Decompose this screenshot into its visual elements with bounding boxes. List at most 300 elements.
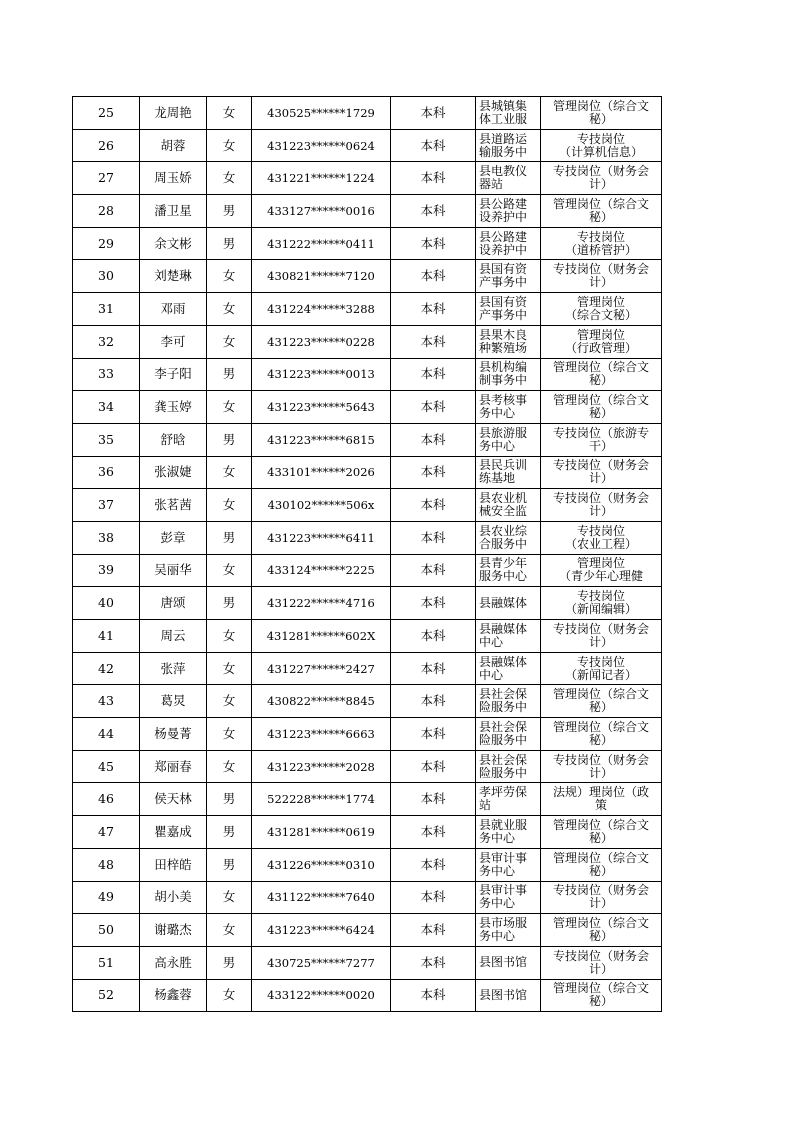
document-page xyxy=(72,96,662,1012)
table-row xyxy=(73,162,662,195)
name-cell: 彭章 xyxy=(140,521,207,554)
education-cell: 本科 xyxy=(391,260,476,293)
gender-cell: 男 xyxy=(207,521,252,554)
position-cell-line: 计） xyxy=(588,896,613,911)
gender-cell: 女 xyxy=(207,685,252,718)
unit-cell xyxy=(476,652,541,685)
position-cell-line: 秘） xyxy=(588,863,613,878)
position-cell-line: 管理岗位（综合文 xyxy=(552,393,649,408)
unit-cell-line: 县城镇集 xyxy=(479,98,528,113)
position-cell xyxy=(541,652,662,685)
gender-cell: 女 xyxy=(207,325,252,358)
table-row xyxy=(73,652,662,685)
unit-cell-line: 县公路建 xyxy=(479,196,528,211)
position-cell xyxy=(541,750,662,783)
unit-cell xyxy=(476,325,541,358)
unit-cell-line: 中心 xyxy=(479,634,504,649)
gender-cell: 女 xyxy=(207,97,252,130)
table-row xyxy=(73,554,662,587)
unit-cell xyxy=(476,489,541,522)
position-cell-line: 专技岗位（旅游专 xyxy=(552,425,649,440)
position-cell-line: 秘） xyxy=(588,700,613,715)
unit-cell xyxy=(476,718,541,751)
gender-cell: 女 xyxy=(207,881,252,914)
table-row xyxy=(73,620,662,653)
unit-cell-line: 县图书馆 xyxy=(479,987,528,1002)
unit-cell-line: 县图书馆 xyxy=(479,955,528,970)
position-cell-line: 专技岗位（财务会 xyxy=(552,752,649,767)
education-cell: 本科 xyxy=(391,391,476,424)
name-cell: 龙周艳 xyxy=(140,97,207,130)
id-number-cell: 430525******1729 xyxy=(252,97,391,130)
row-number-cell: 36 xyxy=(73,456,140,489)
table-row xyxy=(73,227,662,260)
unit-cell-line: 县融媒体 xyxy=(479,621,528,636)
position-cell-line: 管理岗位（综合文 xyxy=(552,981,649,996)
unit-cell-line: 县融媒体 xyxy=(479,654,528,669)
position-cell xyxy=(541,587,662,620)
unit-cell-line: 县社会保 xyxy=(479,687,528,702)
position-cell xyxy=(541,816,662,849)
name-cell: 胡蓉 xyxy=(140,129,207,162)
position-cell-line: 秘） xyxy=(588,929,613,944)
name-cell: 郑丽春 xyxy=(140,750,207,783)
table-row xyxy=(73,783,662,816)
unit-cell-line: 县青少年 xyxy=(479,556,528,571)
table-row xyxy=(73,587,662,620)
unit-cell xyxy=(476,358,541,391)
education-cell: 本科 xyxy=(391,750,476,783)
row-number-cell: 35 xyxy=(73,423,140,456)
position-cell-line: 管理岗位（综合文 xyxy=(552,98,649,113)
name-cell: 潘卫星 xyxy=(140,195,207,228)
unit-cell-line: 县农业综 xyxy=(479,523,528,538)
position-cell xyxy=(541,227,662,260)
table-row xyxy=(73,423,662,456)
name-cell: 刘楚琳 xyxy=(140,260,207,293)
name-cell: 龚玉婷 xyxy=(140,391,207,424)
education-cell: 本科 xyxy=(391,162,476,195)
position-cell-line: 计） xyxy=(588,961,613,976)
name-cell: 葛炅 xyxy=(140,685,207,718)
education-cell: 本科 xyxy=(391,685,476,718)
education-cell: 本科 xyxy=(391,881,476,914)
position-cell xyxy=(541,914,662,947)
gender-cell: 女 xyxy=(207,456,252,489)
position-cell xyxy=(541,881,662,914)
position-cell-line: 计） xyxy=(588,275,613,290)
gender-cell: 女 xyxy=(207,260,252,293)
position-cell xyxy=(541,129,662,162)
table-row xyxy=(73,489,662,522)
row-number-cell: 39 xyxy=(73,554,140,587)
table-row xyxy=(73,521,662,554)
row-number-cell: 41 xyxy=(73,620,140,653)
unit-cell-line: 械安全监 xyxy=(479,504,528,519)
gender-cell: 女 xyxy=(207,162,252,195)
table-row xyxy=(73,129,662,162)
name-cell: 李可 xyxy=(140,325,207,358)
unit-cell-line: 县民兵训 xyxy=(479,458,528,473)
unit-cell xyxy=(476,783,541,816)
position-cell-line: 专技岗位（财务会 xyxy=(552,491,649,506)
position-cell xyxy=(541,391,662,424)
position-cell-line: 秘） xyxy=(588,111,613,126)
table-body xyxy=(73,97,662,1012)
table-row xyxy=(73,914,662,947)
name-cell: 李子阳 xyxy=(140,358,207,391)
unit-cell-line: 务中心 xyxy=(479,830,516,845)
table-row xyxy=(73,260,662,293)
row-number-cell: 26 xyxy=(73,129,140,162)
unit-cell-line: 器站 xyxy=(479,177,504,192)
position-cell-line: （综合文秘） xyxy=(564,307,637,322)
row-number-cell: 50 xyxy=(73,914,140,947)
id-number-cell: 431223******0624 xyxy=(252,129,391,162)
position-cell-line: 管理岗位（综合文 xyxy=(552,360,649,375)
unit-cell-line: 孝坪劳保 xyxy=(479,785,528,800)
table-row xyxy=(73,946,662,979)
row-number-cell: 47 xyxy=(73,816,140,849)
row-number-cell: 29 xyxy=(73,227,140,260)
unit-cell-line: 产事务中 xyxy=(479,307,528,322)
education-cell: 本科 xyxy=(391,423,476,456)
id-number-cell: 431222******4716 xyxy=(252,587,391,620)
unit-cell-line: 务中心 xyxy=(479,406,516,421)
unit-cell-line: 设养护中 xyxy=(479,209,528,224)
education-cell: 本科 xyxy=(391,914,476,947)
unit-cell xyxy=(476,195,541,228)
position-cell-line: 专技岗位 xyxy=(576,654,625,669)
position-cell-line: 专技岗位（财务会 xyxy=(552,948,649,963)
row-number-cell: 43 xyxy=(73,685,140,718)
gender-cell: 女 xyxy=(207,652,252,685)
unit-cell-line: 县国有资 xyxy=(479,262,528,277)
unit-cell xyxy=(476,881,541,914)
position-cell-line: 管理岗位（综合文 xyxy=(552,196,649,211)
position-cell-line: （青少年心理健 xyxy=(558,569,643,584)
id-number-cell: 433124******2225 xyxy=(252,554,391,587)
name-cell: 张萍 xyxy=(140,652,207,685)
education-cell: 本科 xyxy=(391,783,476,816)
position-cell-line: （计算机信息） xyxy=(558,144,643,159)
row-number-cell: 44 xyxy=(73,718,140,751)
education-cell: 本科 xyxy=(391,325,476,358)
education-cell: 本科 xyxy=(391,456,476,489)
unit-cell-line: 合服务中 xyxy=(479,536,528,551)
name-cell: 高永胜 xyxy=(140,946,207,979)
id-number-cell: 431224******3288 xyxy=(252,293,391,326)
table-row xyxy=(73,718,662,751)
position-cell-line: 专技岗位 xyxy=(576,131,625,146)
row-number-cell: 52 xyxy=(73,979,140,1012)
unit-cell-line: 县考核事 xyxy=(479,393,528,408)
education-cell: 本科 xyxy=(391,620,476,653)
id-number-cell: 431223******6411 xyxy=(252,521,391,554)
position-cell-line: 专技岗位（财务会 xyxy=(552,458,649,473)
name-cell: 周玉娇 xyxy=(140,162,207,195)
position-cell-line: 秘） xyxy=(588,406,613,421)
gender-cell: 女 xyxy=(207,293,252,326)
unit-cell-line: 务中心 xyxy=(479,863,516,878)
id-number-cell: 431223******5643 xyxy=(252,391,391,424)
gender-cell: 男 xyxy=(207,358,252,391)
table-row xyxy=(73,456,662,489)
position-cell-line: 管理岗位（综合文 xyxy=(552,850,649,865)
name-cell: 杨曼菁 xyxy=(140,718,207,751)
position-cell-line: 计） xyxy=(588,504,613,519)
gender-cell: 女 xyxy=(207,979,252,1012)
unit-cell-line: 服务中心 xyxy=(479,569,528,584)
id-number-cell: 430821******7120 xyxy=(252,260,391,293)
unit-cell-line: 练基地 xyxy=(479,471,516,486)
position-cell-line: 计） xyxy=(588,177,613,192)
name-cell: 吴丽华 xyxy=(140,554,207,587)
unit-cell-line: 县融媒体 xyxy=(479,595,528,610)
unit-cell xyxy=(476,685,541,718)
id-number-cell: 430102******506x xyxy=(252,489,391,522)
unit-cell xyxy=(476,914,541,947)
position-cell-line: 秘） xyxy=(588,732,613,747)
name-cell: 张淑婕 xyxy=(140,456,207,489)
id-number-cell: 430725******7277 xyxy=(252,946,391,979)
unit-cell-line: 县市场服 xyxy=(479,916,528,931)
row-number-cell: 27 xyxy=(73,162,140,195)
table-row xyxy=(73,358,662,391)
unit-cell xyxy=(476,587,541,620)
gender-cell: 女 xyxy=(207,914,252,947)
id-number-cell: 431223******6815 xyxy=(252,423,391,456)
unit-cell-line: 县旅游服 xyxy=(479,425,528,440)
row-number-cell: 30 xyxy=(73,260,140,293)
education-cell: 本科 xyxy=(391,195,476,228)
position-cell xyxy=(541,162,662,195)
unit-cell-line: 县电教仪 xyxy=(479,164,528,179)
position-cell xyxy=(541,260,662,293)
name-cell: 邓雨 xyxy=(140,293,207,326)
unit-cell xyxy=(476,521,541,554)
position-cell-line: 秘） xyxy=(588,994,613,1009)
position-cell-line: （道桥管护） xyxy=(564,242,637,257)
position-cell xyxy=(541,456,662,489)
education-cell: 本科 xyxy=(391,979,476,1012)
id-number-cell: 431227******2427 xyxy=(252,652,391,685)
table-row xyxy=(73,979,662,1012)
position-cell-line: 管理岗位 xyxy=(576,327,625,342)
education-cell: 本科 xyxy=(391,718,476,751)
position-cell xyxy=(541,489,662,522)
id-number-cell: 431223******2028 xyxy=(252,750,391,783)
unit-cell-line: 站 xyxy=(479,798,492,813)
name-cell: 余文彬 xyxy=(140,227,207,260)
position-cell-line: 专技岗位 xyxy=(576,523,625,538)
id-number-cell: 431223******6424 xyxy=(252,914,391,947)
gender-cell: 男 xyxy=(207,423,252,456)
position-cell xyxy=(541,979,662,1012)
unit-cell xyxy=(476,97,541,130)
education-cell: 本科 xyxy=(391,848,476,881)
unit-cell-line: 县就业服 xyxy=(479,817,528,832)
position-cell-line: 专技岗位 xyxy=(576,589,625,604)
position-cell xyxy=(541,325,662,358)
position-cell xyxy=(541,848,662,881)
row-number-cell: 31 xyxy=(73,293,140,326)
position-cell-line: 秘） xyxy=(588,209,613,224)
gender-cell: 女 xyxy=(207,554,252,587)
gender-cell: 男 xyxy=(207,946,252,979)
row-number-cell: 28 xyxy=(73,195,140,228)
position-cell-line: 管理岗位（综合文 xyxy=(552,817,649,832)
position-cell-line: 策 xyxy=(594,798,607,813)
position-cell-line: 管理岗位（综合文 xyxy=(552,916,649,931)
unit-cell-line: 县农业机 xyxy=(479,491,528,506)
row-number-cell: 37 xyxy=(73,489,140,522)
gender-cell: 男 xyxy=(207,587,252,620)
id-number-cell: 431281******0619 xyxy=(252,816,391,849)
unit-cell-line: 县审计事 xyxy=(479,850,528,865)
position-cell-line: （农业工程） xyxy=(564,536,637,551)
row-number-cell: 46 xyxy=(73,783,140,816)
gender-cell: 男 xyxy=(207,195,252,228)
table-row xyxy=(73,881,662,914)
position-cell xyxy=(541,718,662,751)
unit-cell-line: 输服务中 xyxy=(479,144,528,159)
unit-cell-line: 县机构编 xyxy=(479,360,528,375)
id-number-cell: 431222******0411 xyxy=(252,227,391,260)
position-cell xyxy=(541,195,662,228)
id-number-cell: 433122******0020 xyxy=(252,979,391,1012)
unit-cell xyxy=(476,227,541,260)
education-cell: 本科 xyxy=(391,293,476,326)
education-cell: 本科 xyxy=(391,227,476,260)
unit-cell-line: 务中心 xyxy=(479,896,516,911)
unit-cell xyxy=(476,423,541,456)
id-number-cell: 522228******1774 xyxy=(252,783,391,816)
unit-cell xyxy=(476,848,541,881)
unit-cell-line: 县公路建 xyxy=(479,229,528,244)
education-cell: 本科 xyxy=(391,587,476,620)
position-cell xyxy=(541,783,662,816)
id-number-cell: 431281******602X xyxy=(252,620,391,653)
position-cell xyxy=(541,423,662,456)
position-cell-line: 专技岗位（财务会 xyxy=(552,164,649,179)
name-cell: 杨鑫蓉 xyxy=(140,979,207,1012)
unit-cell xyxy=(476,750,541,783)
position-cell-line: （行政管理） xyxy=(564,340,637,355)
unit-cell xyxy=(476,293,541,326)
id-number-cell: 431221******1224 xyxy=(252,162,391,195)
position-cell xyxy=(541,554,662,587)
unit-cell-line: 险服务中 xyxy=(479,765,528,780)
name-cell: 侯天林 xyxy=(140,783,207,816)
position-cell xyxy=(541,97,662,130)
unit-cell xyxy=(476,554,541,587)
row-number-cell: 33 xyxy=(73,358,140,391)
position-cell xyxy=(541,293,662,326)
position-cell xyxy=(541,685,662,718)
position-cell-line: 专技岗位（财务会 xyxy=(552,262,649,277)
unit-cell-line: 县国有资 xyxy=(479,294,528,309)
unit-cell xyxy=(476,946,541,979)
unit-cell-line: 险服务中 xyxy=(479,700,528,715)
position-cell-line: 计） xyxy=(588,471,613,486)
unit-cell-line: 县审计事 xyxy=(479,883,528,898)
table-row xyxy=(73,848,662,881)
position-cell xyxy=(541,358,662,391)
table-row xyxy=(73,391,662,424)
table-row xyxy=(73,685,662,718)
position-cell-line: （新闻编辑） xyxy=(564,602,637,617)
unit-cell-line: 险服务中 xyxy=(479,732,528,747)
row-number-cell: 45 xyxy=(73,750,140,783)
unit-cell xyxy=(476,391,541,424)
position-cell xyxy=(541,946,662,979)
position-cell-line: 专技岗位 xyxy=(576,229,625,244)
id-number-cell: 433101******2026 xyxy=(252,456,391,489)
position-cell-line: （新闻记者） xyxy=(564,667,637,682)
id-number-cell: 431122******7640 xyxy=(252,881,391,914)
gender-cell: 女 xyxy=(207,489,252,522)
id-number-cell: 431223******0013 xyxy=(252,358,391,391)
education-cell: 本科 xyxy=(391,129,476,162)
position-cell-line: 干） xyxy=(588,438,613,453)
id-number-cell: 430822******8845 xyxy=(252,685,391,718)
unit-cell xyxy=(476,456,541,489)
unit-cell-line: 种繁殖场 xyxy=(479,340,528,355)
education-cell: 本科 xyxy=(391,946,476,979)
education-cell: 本科 xyxy=(391,97,476,130)
position-cell-line: 管理岗位 xyxy=(576,294,625,309)
position-cell-line: 计） xyxy=(588,634,613,649)
position-cell-line: 专技岗位（财务会 xyxy=(552,883,649,898)
position-cell-line: 管理岗位（综合文 xyxy=(552,719,649,734)
row-number-cell: 25 xyxy=(73,97,140,130)
name-cell: 瞿嘉成 xyxy=(140,816,207,849)
unit-cell-line: 务中心 xyxy=(479,438,516,453)
name-cell: 舒晗 xyxy=(140,423,207,456)
education-cell: 本科 xyxy=(391,652,476,685)
unit-cell-line: 产事务中 xyxy=(479,275,528,290)
education-cell: 本科 xyxy=(391,358,476,391)
gender-cell: 男 xyxy=(207,848,252,881)
gender-cell: 男 xyxy=(207,227,252,260)
position-cell-line: 秘） xyxy=(588,830,613,845)
name-cell: 胡小美 xyxy=(140,881,207,914)
table-row xyxy=(73,195,662,228)
unit-cell xyxy=(476,620,541,653)
position-cell xyxy=(541,521,662,554)
position-cell-line: 秘） xyxy=(588,373,613,388)
name-cell: 张茗茜 xyxy=(140,489,207,522)
unit-cell-line: 务中心 xyxy=(479,929,516,944)
row-number-cell: 51 xyxy=(73,946,140,979)
position-cell-line: 法规）理岗位（政 xyxy=(552,785,649,800)
unit-cell-line: 县道路运 xyxy=(479,131,528,146)
row-number-cell: 42 xyxy=(73,652,140,685)
row-number-cell: 49 xyxy=(73,881,140,914)
gender-cell: 男 xyxy=(207,816,252,849)
position-cell-line: 专技岗位（财务会 xyxy=(552,621,649,636)
table-row xyxy=(73,293,662,326)
position-cell-line: 管理岗位（综合文 xyxy=(552,687,649,702)
gender-cell: 女 xyxy=(207,718,252,751)
id-number-cell: 431223******0228 xyxy=(252,325,391,358)
table-row xyxy=(73,816,662,849)
position-cell-line: 管理岗位 xyxy=(576,556,625,571)
education-cell: 本科 xyxy=(391,816,476,849)
gender-cell: 女 xyxy=(207,620,252,653)
education-cell: 本科 xyxy=(391,554,476,587)
